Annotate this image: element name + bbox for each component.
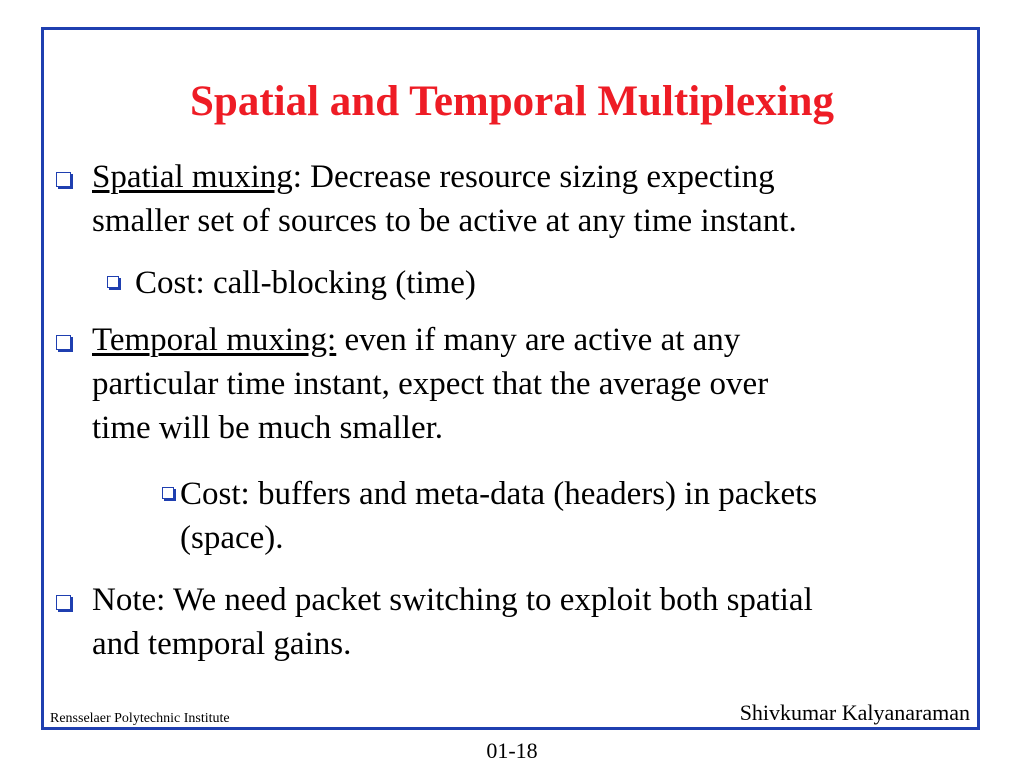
bullet-text: Note: We need packet switching to exploit both spatial — [92, 582, 813, 618]
bullet-box-icon — [56, 172, 71, 187]
bullet-temporal-muxing — [92, 318, 768, 450]
bullet-text: smaller set of sources to be active at any time instant. — [92, 203, 797, 239]
bullet-text: (space). — [180, 520, 284, 556]
term-temporal-muxing: Temporal muxing: — [92, 322, 337, 358]
bullet-text: particular time instant, expect that the average over — [92, 366, 769, 402]
bullet-text: time will be much smaller. — [92, 410, 444, 446]
sub-bullet-cost-space — [180, 472, 817, 560]
sub-bullet-cost-time — [135, 261, 476, 305]
sub-bullet-box-icon — [162, 487, 174, 499]
bullet-text: : Decrease resource sizing expecting — [292, 159, 775, 195]
footer-author: Shivkumar Kalyanaraman — [739, 700, 970, 725]
bullet-text: even if many are active at any — [336, 322, 741, 358]
bullet-spatial-muxing — [92, 155, 797, 243]
bullet-text: Cost: call-blocking (time) — [135, 265, 476, 301]
term-spatial-muxing: Spatial muxing — [92, 159, 293, 195]
slide-title: Spatial and Temporal Multiplexing — [190, 78, 834, 125]
bullet-text: and temporal gains. — [92, 626, 352, 662]
bullet-box-icon — [56, 595, 71, 610]
bullet-note — [92, 578, 813, 666]
bullet-text: Cost: buffers and meta-data (headers) in packets — [180, 476, 818, 512]
sub-bullet-box-icon — [107, 276, 119, 288]
bullet-box-icon — [56, 335, 71, 350]
slide-number: 01-18 — [486, 738, 538, 763]
footer-institute: Rensselaer Polytechnic Institute — [50, 711, 230, 726]
